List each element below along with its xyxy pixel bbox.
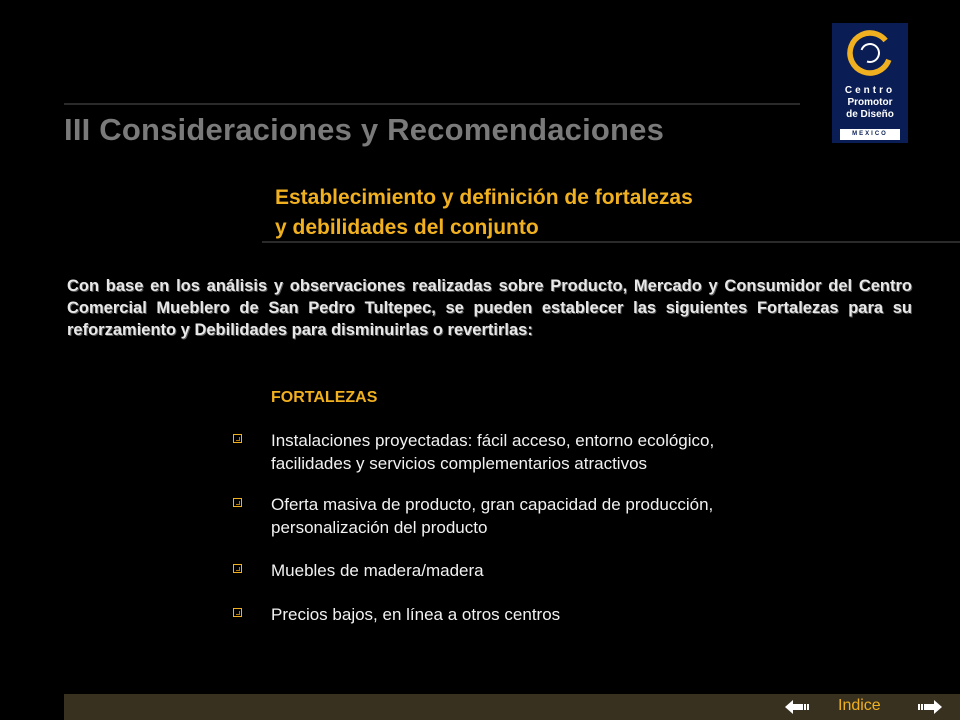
list-item-line-1: Instalaciones proyectadas: fácil acceso, entorno ecológico, <box>271 431 715 450</box>
top-divider <box>64 103 800 105</box>
checkbox-bullet-icon <box>233 608 242 617</box>
logo-ring-icon <box>842 29 898 79</box>
list-item-line-2: personalización del producto <box>271 518 488 537</box>
centro-promotor-logo <box>832 23 908 143</box>
subtitle-line-1: Establecimiento y definición de fortalezas <box>275 186 693 209</box>
index-link[interactable]: Indice <box>838 697 881 714</box>
list-item-line-2: facilidades y servicios complementarios atractivos <box>271 454 648 473</box>
checkbox-bullet-icon <box>233 564 242 573</box>
subtitle-line-2: y debilidades del conjunto <box>275 216 539 239</box>
fortalezas-heading: FORTALEZAS <box>271 389 378 406</box>
intro-paragraph: Con base en los análisis y observaciones realizadas sobre Producto, Mercado y Consumidor del Centro Comercial Mueblero de San Pedro Tultepec, se pueden establecer las siguientes Fortalezas para su reforzamiento y Debilidades para disminuirlas o revertirlas: <box>67 277 912 339</box>
arrow-right-icon[interactable] <box>918 699 942 715</box>
list-item-text <box>271 429 851 475</box>
arrow-left-icon[interactable] <box>785 699 809 715</box>
list-item-text: Precios bajos, en línea a otros centros <box>271 605 561 624</box>
list-item-text: Muebles de madera/madera <box>271 561 484 580</box>
checkbox-bullet-icon <box>233 498 242 507</box>
section-subtitle <box>275 183 693 243</box>
subtitle-divider <box>262 241 960 243</box>
logo-country: MEXICO <box>840 129 900 140</box>
list-item-line-1: Oferta masiva de producto, gran capacidad de producción, <box>271 495 714 514</box>
list-item-text <box>271 493 851 539</box>
checkbox-bullet-icon <box>233 434 242 443</box>
logo-line-2: Promotor <box>847 97 893 108</box>
logo-line-3: de Diseño <box>846 109 894 120</box>
logo-line-1: Centro <box>844 85 896 96</box>
footer-bar <box>64 694 960 720</box>
page-title: III Consideraciones y Recomendaciones <box>64 112 665 147</box>
